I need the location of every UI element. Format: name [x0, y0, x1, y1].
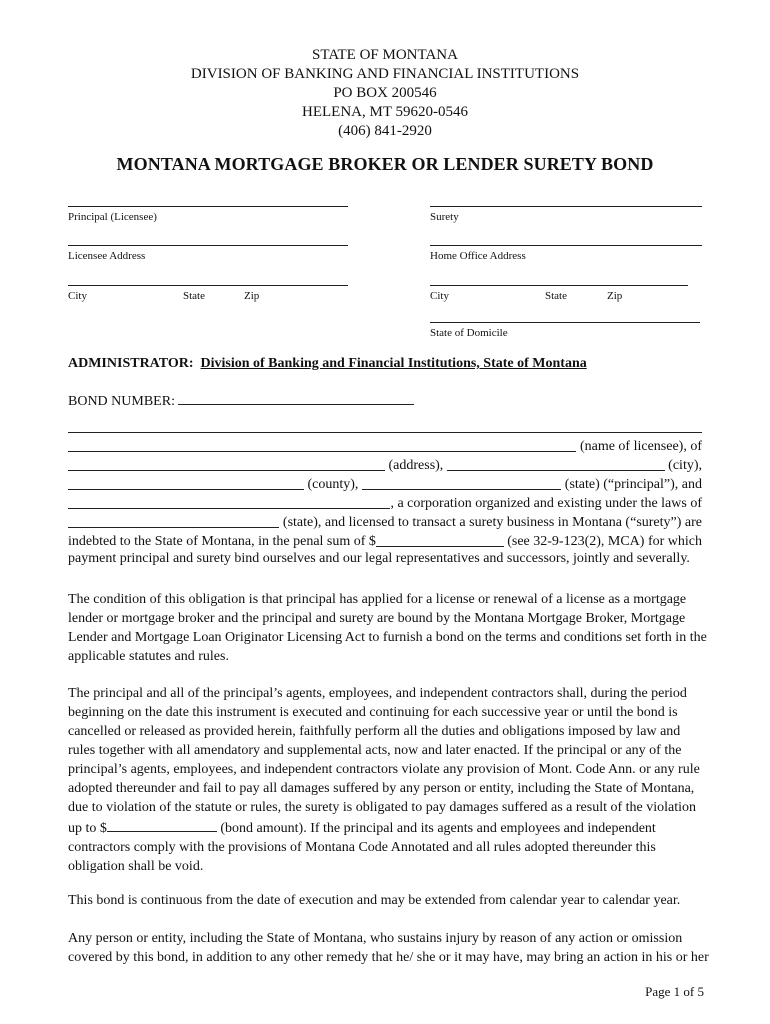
surety-state-row — [68, 513, 702, 531]
header-city: HELENA, MT 59620-0546 — [302, 104, 468, 120]
agents-line: adopted thereunder and fail to pay all damages suffered by any person or entity, including the State of Montana, — [68, 781, 695, 796]
agents-line: beginning on the date this instrument is executed and continuing for each successive year or until the bond is — [68, 705, 678, 720]
agents-line: obligation shall be void. — [68, 859, 204, 874]
licensee-address-label: Licensee Address — [68, 250, 146, 262]
state-of-domicile-field[interactable] — [430, 322, 700, 339]
agents-paragraph — [68, 684, 704, 876]
state-of-domicile-label: State of Domicile — [430, 327, 508, 339]
page-number: Page 1 of 5 — [645, 984, 704, 999]
zip-label: Zip — [244, 290, 260, 302]
corporation-row — [68, 494, 702, 512]
agents-line: principal’s agents, employees, and independent contractors violate any provision of Mont. Code Ann. or any rule — [68, 762, 700, 777]
county-row — [68, 475, 702, 493]
name-of-licensee-label: (name of licensee), of — [579, 439, 702, 454]
city-fill-label: (city), — [668, 458, 702, 473]
surety-city-state-zip-field[interactable] — [430, 285, 688, 302]
county-label: (county), — [307, 477, 359, 492]
agents-line: rules together with all amendatory and supplemental acts, now and later enacted. If the principal or any of the — [68, 743, 682, 758]
surety-name-field[interactable] — [68, 494, 390, 509]
administrator-label: ADMINISTRATOR: — [68, 356, 194, 371]
continuous-paragraph: This bond is continuous from the date of execution and may be extended from calendar year to calendar year. — [68, 893, 681, 908]
licensee-city-state-zip-field[interactable] — [68, 285, 348, 302]
header-state: STATE OF MONTANA — [312, 47, 458, 63]
condition-line: lender or mortgage broker and the principal and surety are bound by the Montana Mortgage Broker, Mortgage — [68, 611, 686, 626]
state-principal-label: (state) (“principal”), and — [564, 477, 702, 492]
city-field[interactable] — [447, 456, 665, 471]
bond-number-line — [68, 390, 414, 410]
address-row — [68, 456, 702, 474]
city-label: City — [68, 290, 87, 302]
payment-label: payment principal and surety bind ourselves and our legal representatives and successors, jointly and severally. — [68, 551, 690, 566]
header-po-box: PO BOX 200546 — [333, 85, 437, 101]
upto-suffix: (bond amount). If the principal and its agents and employees and independent — [216, 821, 656, 836]
header-division: DIVISION OF BANKING AND FINANCIAL INSTITUTIONS — [190, 66, 580, 82]
header-phone: (406) 841-2920 — [338, 123, 432, 139]
indebted-label: indebted to the State of Montana, in the penal sum of $ — [68, 534, 376, 549]
principal-label: Principal (Licensee) — [68, 211, 157, 223]
condition-line: Lender and Mortgage Loan Originator Licensing Act to furnish a bond on the terms and conditions set forth in the — [68, 630, 707, 645]
condition-line: applicable statutes and rules. — [68, 649, 229, 664]
agents-line: contractors comply with the provisions of Montana Code Annotated and all rules adopted thereunder this — [68, 840, 656, 855]
surety-label: Surety — [430, 211, 459, 223]
licensee-name-line-1[interactable] — [68, 418, 702, 436]
home-office-address-label: Home Office Address — [430, 250, 526, 262]
administrator-value: Division of Banking and Financial Institutions, State of Montana — [200, 356, 587, 371]
bond-number-field[interactable] — [178, 390, 414, 405]
condition-paragraph — [68, 590, 707, 666]
state-label: State — [545, 290, 567, 302]
zip-label: Zip — [607, 290, 623, 302]
penal-sum-field[interactable] — [376, 532, 504, 547]
see-mca-label: (see 32-9-123(2), MCA) for which — [507, 534, 702, 549]
condition-line: The condition of this obligation is that principal has applied for a license or renewal of a license as a mortgage — [68, 592, 687, 607]
licensee-address-field[interactable] — [68, 245, 348, 262]
upto-prefix: up to $ — [68, 821, 107, 836]
bond-amount-field[interactable] — [107, 817, 217, 832]
address-field[interactable] — [68, 456, 385, 471]
principal-field[interactable] — [68, 206, 348, 223]
any-person-paragraph — [68, 929, 709, 967]
administrator-line — [68, 356, 587, 372]
surety-state-field[interactable] — [68, 513, 279, 528]
licensee-name-field[interactable] — [68, 437, 576, 452]
address-label: (address), — [388, 458, 444, 473]
page-title: MONTANA MORTGAGE BROKER OR LENDER SURETY BOND — [116, 154, 654, 174]
corporation-label: , a corporation organized and existing under the laws of — [390, 496, 702, 511]
state-label: State — [183, 290, 205, 302]
county-field[interactable] — [68, 475, 304, 490]
payment-row — [68, 551, 702, 567]
agents-line: due to violation of the statute or rules, the surety is obligated to pay damages suffered as a result of the violation — [68, 800, 697, 815]
city-label: City — [430, 290, 449, 302]
bond-amount-line — [68, 817, 704, 838]
state-surety-label: (state), and licensed to transact a surety business in Montana (“surety”) are — [282, 515, 702, 530]
state-principal-field[interactable] — [362, 475, 561, 490]
surety-field[interactable] — [430, 206, 702, 223]
home-office-address-field[interactable] — [430, 245, 702, 262]
agents-line: cancelled or released as provided herein, faithfully perform all the duties and obligations imposed by law and — [68, 724, 681, 739]
licensee-name-row — [68, 437, 702, 455]
bond-number-label: BOND NUMBER: — [68, 394, 175, 409]
any-person-line: covered by this bond, in addition to any other remedy that he/ she or it may have, may bring an action in his or her — [68, 950, 709, 965]
agents-line: The principal and all of the principal’s agents, employees, and independent contractors shall, during the period — [68, 686, 687, 701]
any-person-line: Any person or entity, including the State of Montana, who sustains injury by reason of any action or omission — [68, 931, 683, 946]
penal-sum-row — [68, 532, 702, 550]
